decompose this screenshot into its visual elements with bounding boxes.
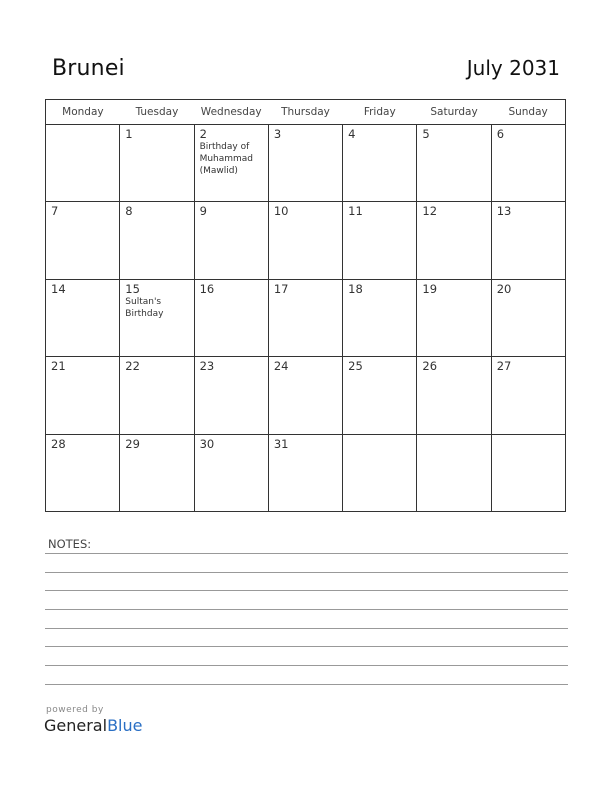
day-cell [491,202,565,279]
holiday-label: Sultan's Birthday [125,296,164,319]
day-number: 18 [348,281,363,296]
day-cell [343,434,417,511]
weekday-header: Thursday [268,100,342,125]
day-number: 4 [348,127,356,141]
day-number: 2 [199,127,207,141]
note-line [45,590,568,591]
weekday-header-row [46,100,566,125]
day-cell [417,279,491,356]
day-number: 21 [51,359,66,374]
day-cell [268,434,342,511]
day-number: 13 [496,204,512,219]
country-title: Brunei [52,56,125,81]
day-cell [491,279,565,356]
day-number: 12 [422,204,438,219]
week-row [46,125,566,202]
day-cell [46,357,120,434]
day-cell [194,357,268,434]
day-number: 15 [125,281,140,296]
day-cell [120,202,194,279]
weekday-header: Saturday [417,100,491,125]
day-number: 1 [125,127,133,141]
note-line [45,665,568,666]
note-line [45,572,568,573]
note-line [45,684,568,685]
day-cell [120,125,194,202]
day-cell [268,202,342,279]
day-cell [343,279,417,356]
weekday-header: Tuesday [120,100,194,125]
powered-by-text: powered by [46,705,104,715]
day-cell [491,357,565,434]
day-cell [343,202,417,279]
day-number: 26 [422,359,438,374]
day-number: 6 [496,127,505,141]
month-year-title: July 2031 [466,56,560,80]
note-line [45,553,568,554]
day-number: 24 [273,359,289,374]
day-cell [46,279,120,356]
day-number: 27 [496,359,512,374]
day-number: 22 [125,359,140,374]
brand-blue-text: Blue [107,716,143,735]
day-number: 11 [348,204,363,219]
day-number: 28 [51,436,66,451]
day-number: 14 [51,281,66,296]
day-cell [194,434,268,511]
week-row [46,279,566,356]
day-cell [120,279,194,356]
day-number: 29 [125,436,140,451]
day-number: 7 [51,204,59,219]
day-cell [120,434,194,511]
day-cell [343,357,417,434]
calendar-grid [45,99,566,512]
day-number: 30 [199,436,215,451]
day-cell [268,357,342,434]
note-line [45,646,568,647]
week-row [46,434,566,511]
day-number: 8 [125,204,133,219]
day-number: 19 [422,281,438,296]
day-number: 20 [496,281,512,296]
day-number: 3 [273,127,282,141]
week-row [46,202,566,279]
week-row [46,357,566,434]
day-cell [417,202,491,279]
day-number: 16 [199,281,215,296]
weekday-header: Sunday [491,100,565,125]
holiday-label: Birthday of Muhammad (Mawlid) [199,142,254,176]
day-cell [194,279,268,356]
day-cell [491,434,565,511]
day-cell [268,125,342,202]
note-line [45,628,568,629]
day-cell [417,357,491,434]
day-cell [343,125,417,202]
day-cell [417,125,491,202]
day-number: 25 [348,359,363,374]
generalblue-logo[interactable] [44,716,142,735]
day-cell [194,125,268,202]
day-cell [491,125,565,202]
day-cell [268,279,342,356]
day-cell [46,125,120,202]
day-number: 9 [199,204,207,219]
day-cell [46,202,120,279]
note-line [45,609,568,610]
day-cell [46,434,120,511]
weekday-header: Friday [343,100,417,125]
weekday-header: Monday [46,100,120,125]
day-number: 23 [199,359,215,374]
day-number: 5 [422,127,430,141]
day-cell [417,434,491,511]
weekday-header: Wednesday [194,100,268,125]
day-number: 17 [273,281,289,296]
day-number: 10 [273,204,289,219]
notes-label: NOTES: [48,537,92,551]
day-number: 31 [273,436,289,451]
brand-general-text: General [44,716,108,735]
day-cell [194,202,268,279]
day-cell [120,357,194,434]
